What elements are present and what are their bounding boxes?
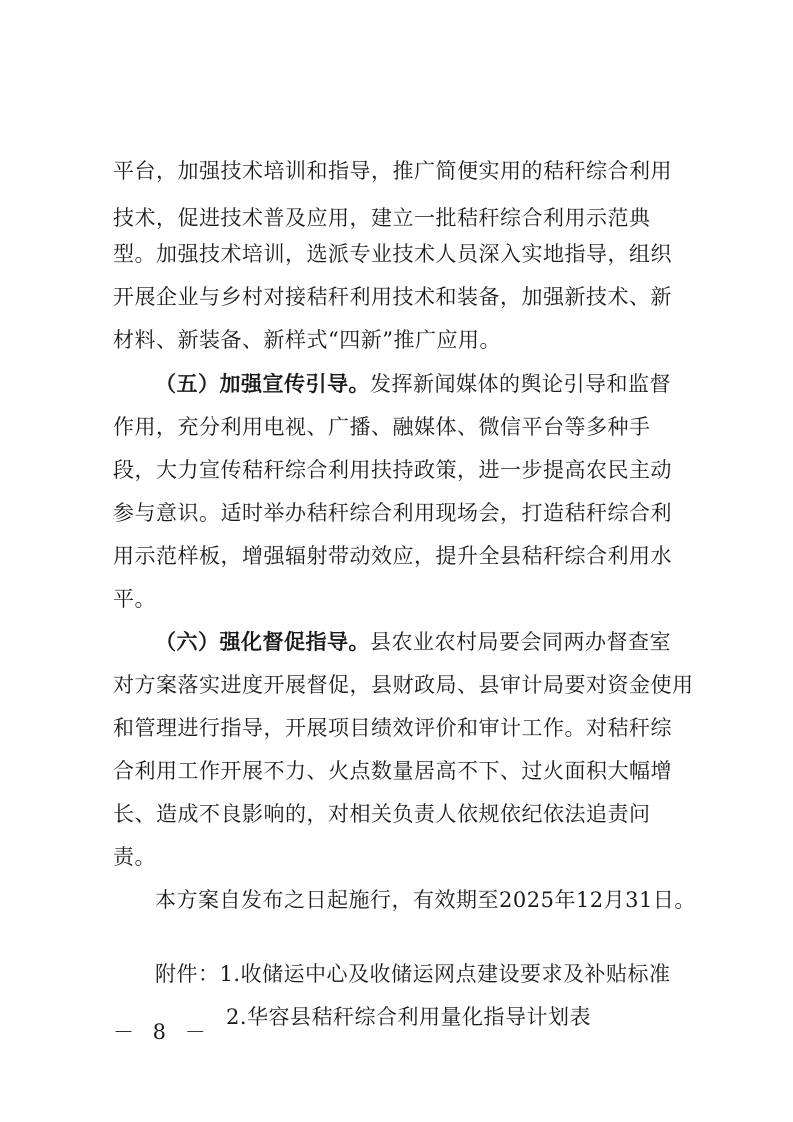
section-5-heading: （五）加强宣传引导。 bbox=[155, 372, 370, 396]
paragraph-1-line-2: 技术，促进技术普及应用，建立一批秸秆综合利用示范典 bbox=[113, 206, 651, 230]
section-6-heading: （六）强化督促指导。 bbox=[155, 630, 370, 654]
section-6-line-3: 和管理进行指导，开展项目绩效评价和审计工作。对秸秆综 bbox=[113, 716, 672, 740]
attachments-label: 附件： bbox=[155, 962, 220, 986]
section-5-first-line bbox=[155, 370, 735, 398]
section-6-first-line-text: 县农业农村局要会同两办督查室 bbox=[370, 630, 671, 654]
paragraph-1-line-1: 平台，加强技术培训和指导，推广简便实用的秸秆综合利用 bbox=[113, 159, 672, 183]
attachment-item-2: 2.华容县秸秆综合利用量化指导计划表 bbox=[226, 1005, 592, 1029]
section-6-line-6: 责。 bbox=[113, 845, 156, 869]
section-5-first-line-text: 发挥新闻媒体的舆论引导和监督 bbox=[370, 372, 671, 396]
paragraph-1-line-5: 材料、新装备、新样式“四新”推广应用。 bbox=[113, 328, 501, 352]
page-number: － 8 － bbox=[113, 1020, 212, 1044]
attachment-item-1: 1.收储运中心及收储运网点建设要求及补贴标准 bbox=[219, 962, 671, 986]
paragraph-1-line-4: 开展企业与乡村对接秸秆利用技术和装备，加强新技术、新 bbox=[113, 285, 672, 309]
effective-statement: 本方案自发布之日起施行，有效期至2025年12月31日。 bbox=[155, 888, 696, 912]
paragraph-1-line-3: 型。加强技术培训，选派专业技术人员深入实地指导，组织 bbox=[113, 242, 672, 266]
section-5-line-2: 作用，充分利用电视、广播、融媒体、微信平台等多种手 bbox=[113, 415, 651, 439]
section-5-line-5: 用示范样板，增强辐射带动效应，提升全县秸秆综合利用水 bbox=[113, 544, 672, 568]
section-6-line-2: 对方案落实进度开展督促，县财政局、县审计局要对资金使用 bbox=[113, 673, 694, 697]
attachments-line-1 bbox=[155, 960, 735, 988]
section-5-line-6: 平。 bbox=[113, 587, 156, 611]
section-6-line-5: 长、造成不良影响的，对相关负责人依规依纪依法追责问 bbox=[113, 802, 651, 826]
section-6-line-4: 合利用工作开展不力、火点数量居高不下、过火面积大幅增 bbox=[113, 759, 672, 783]
section-5-line-3: 段，大力宣传秸秆综合利用扶持政策，进一步提高农民主动 bbox=[113, 458, 672, 482]
section-5-line-4: 参与意识。适时举办秸秆综合利用现场会，打造秸秆综合利 bbox=[113, 501, 672, 525]
section-6-first-line bbox=[155, 628, 735, 656]
